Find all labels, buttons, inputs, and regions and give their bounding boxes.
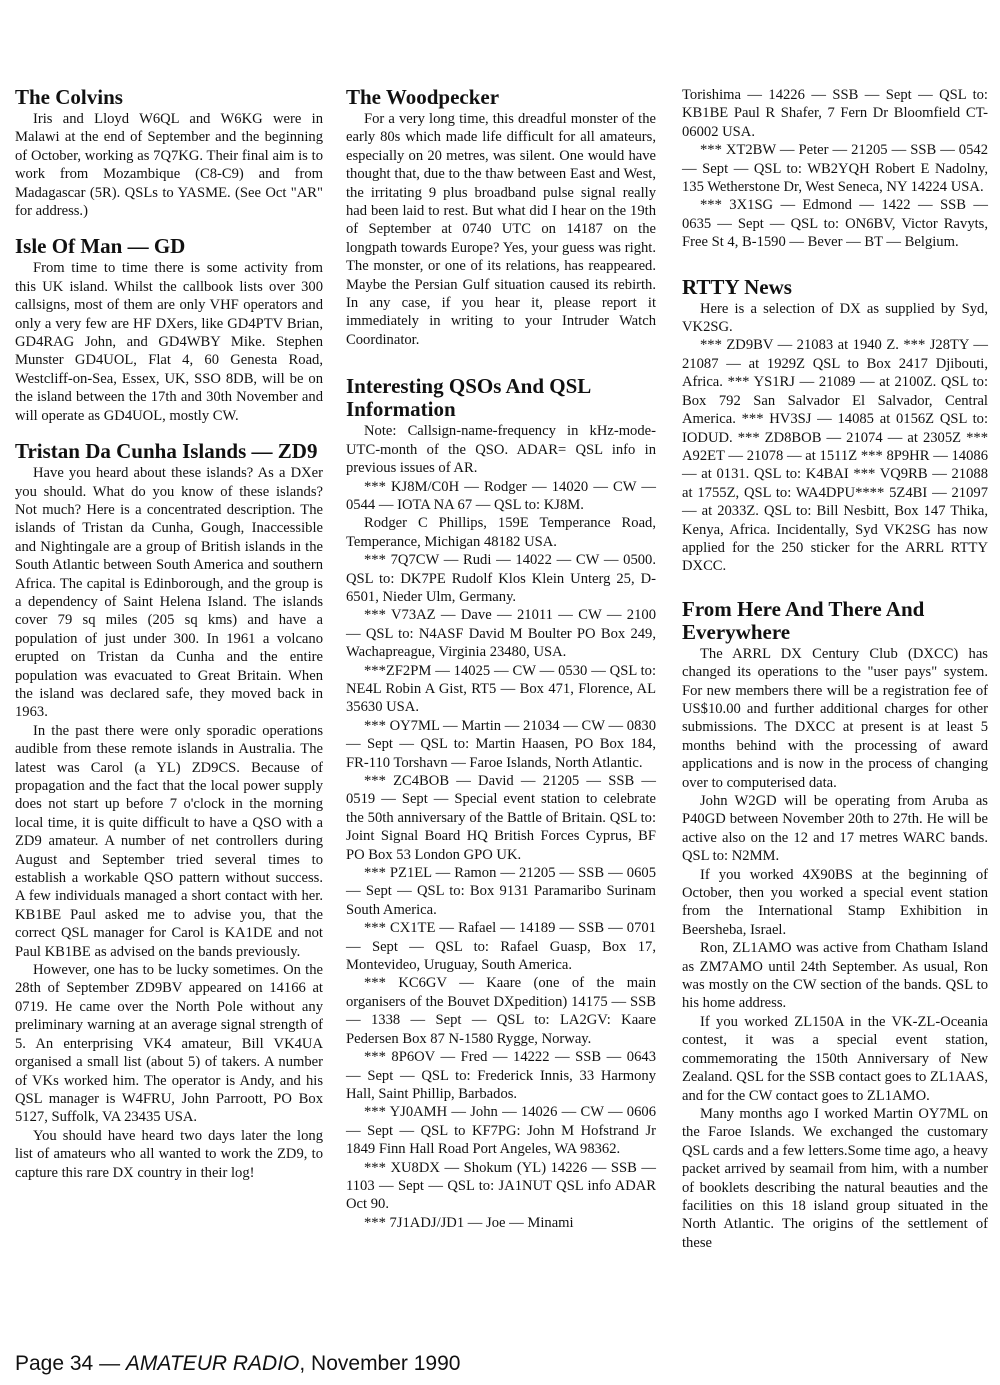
qso-entry: *** OY7ML — Martin — 21034 — CW — 0830 — Sept — QSL to: Martin Haasen, PO Box 184, FR-110 Torshavn — Faroe Islands, North Atlantic.	[346, 717, 656, 771]
qso-entry: Torishima — 14226 — SSB — Sept — QSL to: KB1BE Paul R Shafer, 7 Fern Dr Bloomfield CT-06002 USA.	[682, 87, 988, 140]
qso-entry: *** CX1TE — Rafael — 14189 — SSB — 0701 — Sept — QSL to: Rafael Guasp, Box 17, Montevideo, Uruguay, South America.	[346, 920, 656, 974]
qso-entry: *** KJ8M/C0H — Rodger — 14020 — CW — 0544 — IOTA NA 67 — QSL to: KJ8M.	[346, 478, 656, 513]
heading-tristan-da-cunha: Tristan Da Cunha Islands — ZD9	[15, 439, 318, 464]
heading-qsl-information: Interesting QSOs And QSL Information	[346, 374, 591, 422]
paragraph: You should have heard two days later the long list of amateurs who all wanted to work the ZD9, to capture this rare DX country in their log!	[15, 1127, 323, 1181]
section-here-and-there	[682, 598, 988, 1252]
qso-entry: *** XT2BW — Peter — 21205 — SSB — 0542 — Sept — QSL to: WB2YQH Robert E Nadolny, 135 Wetherstone Dr, West Seneca, NY 14224 USA.	[682, 142, 988, 196]
qso-entry: *** YJ0AMH — John — 14026 — CW — 0606 — Sept — QSL to KF7PG: John M Hofstrand Jr 1849 Finn Hall Road Port Angeles, WA 98362.	[346, 1104, 656, 1158]
qso-entry: *** V73AZ — Dave — 21011 — CW — 2100 — QSL to: N4ASF David M Boulter PO Box 249, Wachapreague, Virginia 23480, USA.	[346, 607, 656, 661]
column-right	[682, 86, 988, 1267]
heading-here-and-there: From Here And There And Everywhere	[682, 596, 925, 644]
paragraph: Here is a selection of DX as supplied by Syd, VK2SG.	[682, 300, 988, 336]
paragraph: Ron, ZL1AMO was active from Chatham Island as ZM7AMO until 24th September. As usual, Ron was mostly on the CW section of the bands. QSL to his home address.	[682, 940, 988, 1012]
footer-page-number: Page 34 —	[15, 1352, 126, 1375]
paragraph: Have you heard about these islands? As a DXer you should. What do you know of these islands? Not much? Here is a concentrated description. The islands of Tristan da Cunha, Gough, Inaccessible and Nightingale are a group of British islands in the South Atlantic between South America and southern Africa. The capital is Edinborough, and the group is a dependency of Saint Helena Island. The islands cover 79 sq miles (205 sq kms) and have a population of just under 300. In 1961 a volcano erupted on Tristan da Cunha and the entire population was evacuated to Great Britain. When the island was declared safe, they moved back in 1963.	[15, 465, 323, 721]
paragraph: *** ZD9BV — 21083 at 1940 Z. *** J28TY — 21087 — at 1929Z QSL to Box 2417 Djibouti, Africa. *** YS1RJ — 21089 — at 2100Z. QSL to: Box 792 San Salvador El Salvador, Central America. *** HV3SJ — 14085 at 0156Z QSL to: IODUD. *** ZD8BOB — 21074 — at 2305Z *** A92ET — 21078 — at 1511Z *** 8P9HR — 14086 — at 0131. QSL to: K4BAI *** VQ9RB — 21088 at 1755Z, QSL to: WA4DPU**** 5Z4BI — 21097 — at 2033Z. QSL to: Bill Nesbitt, Box 147 Thika, Kenya, Africa. Incidentally, Syd VK2SG has now applied for the 250 sticker for the ARRL RTTY DXCC.	[682, 337, 988, 575]
qso-entry: ***ZF2PM — 14025 — CW — 0530 — QSL to: NE4L Robin A Gist, RT5 — Box 471, Florence, AL 35630 USA.	[346, 662, 656, 716]
qso-entry: *** 7Q7CW — Rudi — 14022 — CW — 0500. QSL to: DK7PE Rudolf Klos Klein Unterg 25, D-6501, Nieder Ulm, Germany.	[346, 552, 656, 605]
paragraph: Note: Callsign-name-frequency in kHz-mode-UTC-month of the QSO. ADAR= QSL info in previous issues of AR.	[346, 423, 656, 477]
footer-magazine-title: AMATEUR RADIO	[125, 1352, 300, 1375]
qso-entry: *** PZ1EL — Ramon — 21205 — SSB — 0605 — Sept — QSL to: Box 9131 Paramaribo Surinam South America.	[346, 865, 656, 918]
paragraph: In the past there were only sporadic operations audible from these remote islands in Australia. The latest was Carol (a YL) ZD9CS. Because of propagation and the fact that the local power supply does not start up before 7 o'clock in the morning local time, it is quite difficult to have a QSO with a ZD9 amateur. A number of net controllers during August and September tried several times to establish a workable QSO pattern without success. A few individuals managed a short contact with her. KB1BE Paul asked me to advise you, that the correct QSL manager for Carol is KA1DE and not Paul KB1BE as advised on the bands previously.	[15, 722, 323, 960]
column-left	[15, 86, 323, 1197]
section-woodpecker	[346, 86, 656, 349]
qso-entry: *** 7J1ADJ/JD1 — Joe — Minami	[364, 1214, 574, 1231]
heading-woodpecker: The Woodpecker	[346, 85, 500, 109]
paragraph: Iris and Lloyd W6QL and W6KG were in Malawi at the end of September and the beginning of October, working as 7Q7KG. Their final aim is to work from Mozambique (C8-C9) and from Madagascar (5R). QSLs to YASME. (See Oct "AR" for address.)	[15, 111, 323, 220]
section-qsl-continued	[682, 86, 988, 252]
paragraph: If you worked ZL150A in the VK-ZL-Oceania contest, it was a special event station, commemorating the 150th Anniversary of New Zealand. QSL for the SSB contact goes to ZL1AAS, and for the CW contact goes to ZL1AMO.	[682, 1013, 988, 1104]
paragraph: Many months ago I worked Martin OY7ML on the Faroe Islands. We exchanged the customary QSL cards and a few letters.Some time ago, a heavy packet arrived by seamail from him, with a number of booklets describing the natural beauties and the facilities on this 18 island group situated in the North Atlantic. The origins of the settlement of these	[682, 1105, 988, 1251]
column-middle	[346, 86, 656, 1247]
paragraph: John W2GD will be operating from Aruba as P40GD between November 20th to 27th. He will be active also on the 12 and 17 metres WARC bands. QSL to: N2MM.	[682, 793, 988, 865]
section-qsl-information	[346, 375, 656, 1232]
section-colvins	[15, 86, 323, 220]
paragraph: However, one has to be lucky sometimes. On the 28th of September ZD9BV appeared on 14166 at 0719. He came over the North Pole without any preliminary warning at an average signal strength of 5. An enterprising VK4 amateur, Bill VK4UA organised a small list (about 5) of takers. A number of VKs worked him. The operator is Andy, and his QSL manager is W4FRU, John Parroott, PO Box 5127, Suffolk, VA 23435 USA.	[15, 962, 323, 1126]
paragraph: Rodger C Phillips, 159E Temperance Road, Temperance, Michigan 48182 USA.	[346, 515, 656, 550]
qso-entry: *** 8P6OV — Fred — 14222 — SSB — 0643 — Sept — QSL to: Frederick Innis, 33 Harmony Hall, Saint Phillip, Barbados.	[346, 1049, 656, 1102]
qso-entry: *** KC6GV — Kaare (one of the main organisers of the Bouvet DXpedition) 14175 — SSB — 1338 — Sept — QSL to: LA2GV: Kaare Pedersen Box 87 N-1580 Rygge, Norway.	[346, 975, 656, 1047]
qso-entry: *** ZC4BOB — David — 21205 — SSB — 0519 — Sept — Special event station to celebrate the 50th anniversary of the Battle of Britain. QSL to: Joint Signal Board HQ British Forces Cyprus, BF PO Box 53 London GPO UK.	[346, 773, 656, 863]
qso-entry: *** XU8DX — Shokum (YL) 14226 — SSB — 1103 — Sept — QSL to: JA1NUT QSL info ADAR Oct 90.	[346, 1159, 656, 1213]
heading-isle-of-man: Isle Of Man — GD	[15, 234, 186, 259]
page-footer	[15, 1352, 985, 1376]
section-isle-of-man	[15, 235, 323, 425]
qso-entry: *** 3X1SG — Edmond — 1422 — SSB — 0635 — Sept — QSL to: ON6BV, Victor Ravyts, Free St 4, B-1590 — Bever — BT — Belgium.	[682, 197, 988, 251]
footer-issue-date: , November 1990	[299, 1352, 461, 1375]
section-rtty-news	[682, 276, 988, 576]
heading-rtty-news: RTTY News	[682, 274, 792, 299]
heading-colvins: The Colvins	[15, 85, 123, 109]
paragraph: The ARRL DX Century Club (DXCC) has changed its operations to the "user pays" system. For new members there will be a registration fee of US$10.00 and further additional charges for other submissions. The DXCC at present is at least 5 months behind with the processing of award applications and is now in the process of changing over to computerised data.	[682, 645, 988, 791]
paragraph: For a very long time, this dreadful monster of the early 80s which made life difficult for all amateurs, especially on 20 metres, was silent. One would have thought that, due to the thaw between East and West, the irritating 9 plus broadband pulse signal really had been laid to rest. But what did I hear on the 19th of September at 0740 UTC on 14187 on the longpath towards Europe? Yes, your guess was right. The monster, or one of its relations, has reappeared. Maybe the Persian Gulf situation caused its rebirth. In any case, if you hear it, please report it immediately in writing to your Intruder Watch Coordinator.	[346, 111, 656, 348]
section-tristan-da-cunha	[15, 440, 323, 1182]
paragraph: From time to time there is some activity from this UK island. Whilst the callbook lists over 300 callsigns, most of them are only VHF operators and only a very few are HF DXers, like GD4PTV Brian, GD4RAG John, and GD4WBY Mike. Stephen Munster GD4UOL, Flat 4, 60 Genesta Road, Westcliff-on-Sea, Essex, UK, SSO 8DB, will be on the island between the 17th and 30th November and will operate as GD4UOL, mostly CW.	[15, 260, 323, 424]
paragraph: If you worked 4X90BS at the beginning of October, then you worked a special event station from the International Stamp Exhibition in Beersheba, Israel.	[682, 866, 988, 938]
